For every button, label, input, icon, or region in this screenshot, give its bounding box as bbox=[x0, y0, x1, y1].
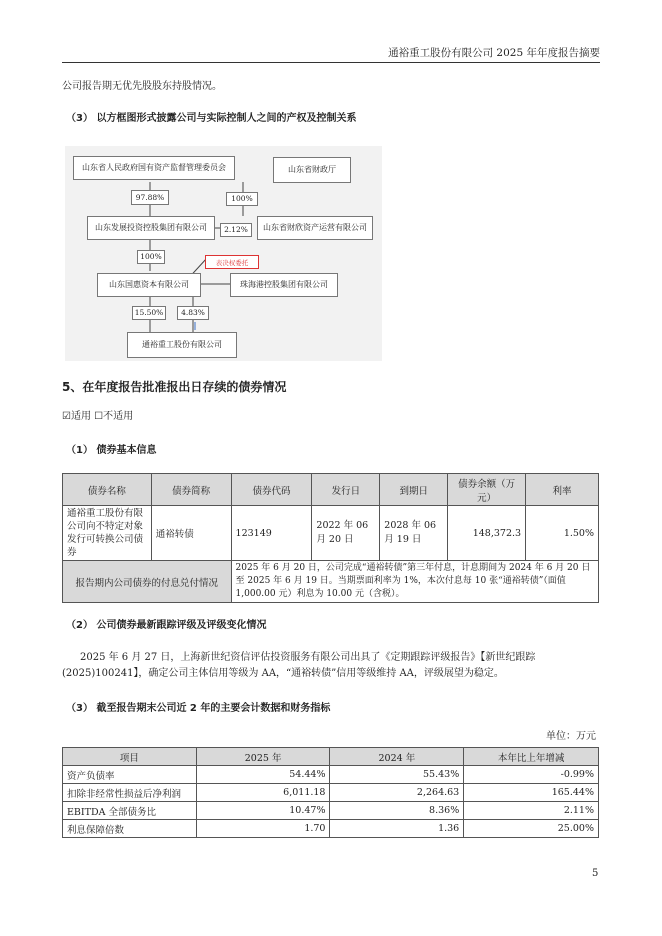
metrics-2025: 10.47% bbox=[196, 802, 330, 820]
bond-header-name: 债券名称 bbox=[63, 474, 152, 506]
bond-rate-cell: 1.50% bbox=[526, 506, 599, 561]
intro-line: 公司报告期无优先股股东持股情况。 bbox=[62, 81, 222, 92]
pct-2-12: 2.12% bbox=[220, 223, 252, 237]
table-row bbox=[63, 766, 599, 784]
bond-header-rate: 利率 bbox=[526, 474, 599, 506]
pct-4-83: 4.83% bbox=[177, 306, 209, 320]
sasac-box: 山东省人民政府国有资产监督管理委员会 bbox=[73, 156, 235, 180]
metrics-header-2025: 2025 年 bbox=[196, 748, 330, 766]
metrics-item: 扣除非经常性损益后净利润 bbox=[63, 784, 197, 802]
metrics-2025: 6,011.18 bbox=[196, 784, 330, 802]
finance-asset-box: 山东省财欣资产运营有限公司 bbox=[257, 216, 373, 240]
metrics-change: 165.44% bbox=[464, 784, 599, 802]
bond-code-cell: 123149 bbox=[231, 506, 312, 561]
table-row bbox=[63, 820, 599, 838]
metrics-2024: 1.36 bbox=[330, 820, 464, 838]
bond-basic-title: （1） 债券基本信息 bbox=[66, 445, 157, 456]
tongyu-box: 通裕重工股份有限公司 bbox=[127, 332, 237, 358]
ownership-diagram bbox=[65, 146, 382, 361]
bond-name-cell: 通裕重工股份有限公司向不特定对象发行可转换公司债券 bbox=[63, 506, 152, 561]
metrics-change: 2.11% bbox=[464, 802, 599, 820]
rating-text-2: (2025)100241】，确定公司主体信用等级为 AA，“通裕转债”信用等级维持 AA，评级展望为稳定。 bbox=[62, 668, 504, 679]
pct-100-finance: 100% bbox=[226, 192, 258, 206]
metrics-title: （3） 截至报告期末公司近 2 年的主要会计数据和财务指标 bbox=[66, 703, 331, 714]
voting-proxy-label: 表决权委托 bbox=[205, 255, 259, 269]
section3-title: （3） 以方框图形式披露公司与实际控制人之间的产权及控制关系 bbox=[66, 113, 357, 124]
guohui-box: 山东国惠资本有限公司 bbox=[97, 273, 201, 297]
bond-header-maturity: 到期日 bbox=[380, 474, 448, 506]
page-number: 5 bbox=[592, 868, 599, 879]
metrics-item: 利息保障倍数 bbox=[63, 820, 197, 838]
metrics-header-change: 本年比上年增减 bbox=[464, 748, 599, 766]
bond-header-short: 债券简称 bbox=[151, 474, 231, 506]
development-box: 山东发展投资控股集团有限公司 bbox=[87, 216, 215, 240]
bond-header-issue: 发行日 bbox=[312, 474, 380, 506]
bond-table bbox=[62, 473, 599, 603]
finance-dept-box: 山东省财政厅 bbox=[273, 157, 351, 183]
metrics-change: 25.00% bbox=[464, 820, 599, 838]
pct-97-88: 97.88% bbox=[131, 190, 169, 205]
rating-title: （2） 公司债券最新跟踪评级及评级变化情况 bbox=[66, 620, 267, 631]
pct-100-guohui: 100% bbox=[137, 250, 165, 264]
metrics-header-2024: 2024 年 bbox=[330, 748, 464, 766]
unit-label: 单位：万元 bbox=[546, 731, 596, 742]
zhuhai-box: 珠海港控股集团有限公司 bbox=[230, 273, 338, 297]
applicable-line: ☑适用 ☐不适用 bbox=[62, 411, 134, 422]
pct-15-50: 15.50% bbox=[132, 306, 166, 320]
bond-header-code: 债券代码 bbox=[231, 474, 312, 506]
metrics-header-item: 项目 bbox=[63, 748, 197, 766]
table-row bbox=[63, 802, 599, 820]
metrics-2024: 55.43% bbox=[330, 766, 464, 784]
bond-balance-cell: 148,372.3 bbox=[448, 506, 526, 561]
bond-issue-cell: 2022 年 06 月 20 日 bbox=[312, 506, 380, 561]
page-header: 通裕重工股份有限公司 2025 年年度报告摘要 bbox=[62, 44, 600, 63]
metrics-item: 资产负债率 bbox=[63, 766, 197, 784]
metrics-2024: 2,264.63 bbox=[330, 784, 464, 802]
section5-title: 5、在年度报告批准报出日存续的债券情况 bbox=[62, 380, 287, 394]
rating-text-1: 2025 年 6 月 27 日，上海新世纪资信评估投资服务有限公司出具了《定期跟踪评级报告》【新世纪跟踪 bbox=[80, 652, 536, 663]
metrics-2024: 8.36% bbox=[330, 802, 464, 820]
metrics-2025: 1.70 bbox=[196, 820, 330, 838]
metrics-item: EBITDA 全部债务比 bbox=[63, 802, 197, 820]
metrics-2025: 54.44% bbox=[196, 766, 330, 784]
bond-maturity-cell: 2028 年 06 月 19 日 bbox=[380, 506, 448, 561]
metrics-table bbox=[62, 747, 599, 838]
metrics-change: -0.99% bbox=[464, 766, 599, 784]
payment-label-cell: 报告期内公司债券的付息兑付情况 bbox=[63, 561, 232, 603]
payment-text-cell: 2025 年 6 月 20 日，公司完成“通裕转债”第三年付息，计息期间为 2024 年 6 月 20 日至 2025 年 6 月 19 日。当期票面利率为 1%，本次付息每 10 张“通裕转债”（面值 1,000.00 元）利息为 10.00 元（含税）。 bbox=[231, 561, 598, 603]
table-row bbox=[63, 784, 599, 802]
bond-short-cell: 通裕转债 bbox=[151, 506, 231, 561]
bond-header-balance: 债券余额（万元） bbox=[448, 474, 526, 506]
